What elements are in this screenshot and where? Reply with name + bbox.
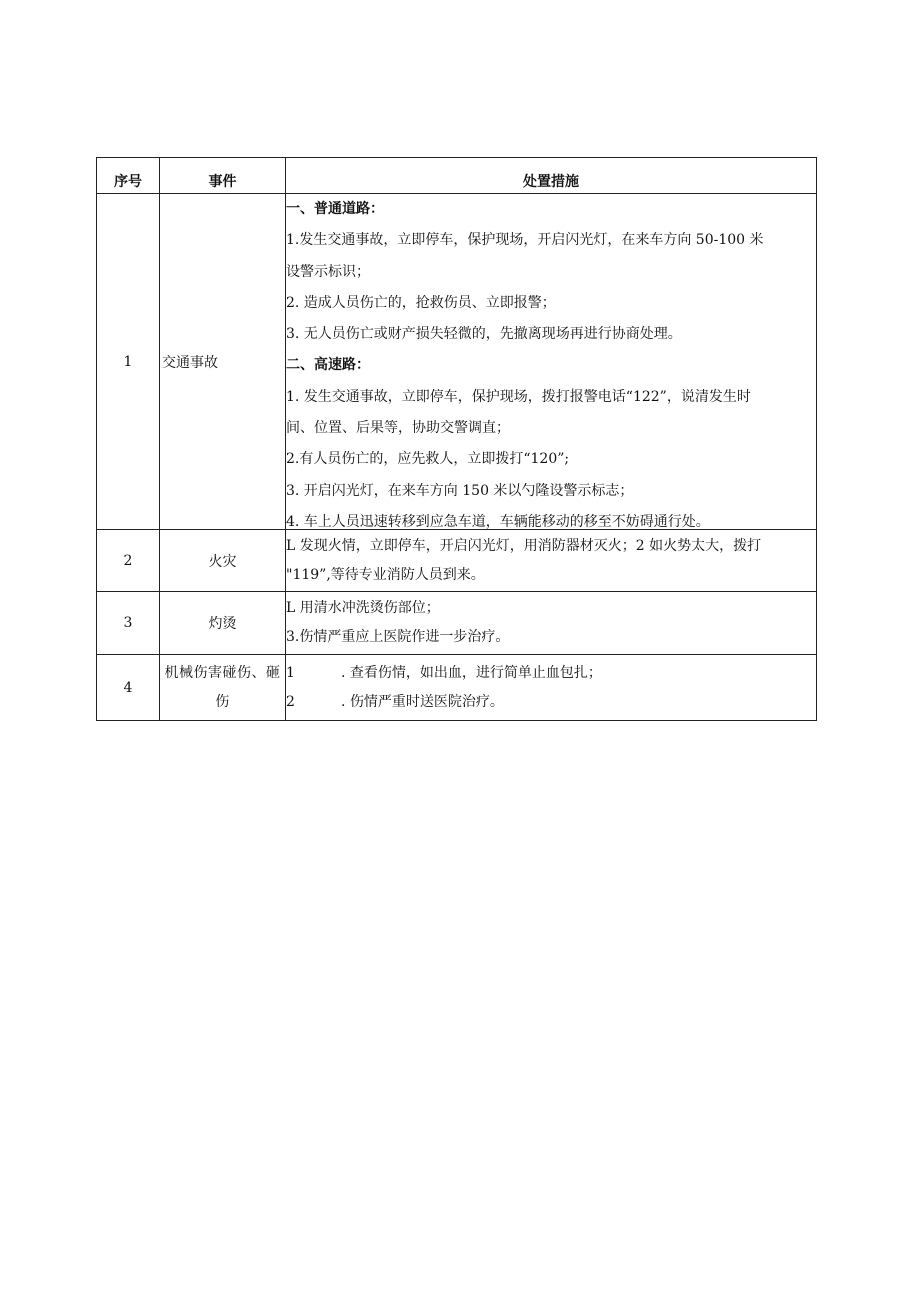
table-row (97, 592, 817, 655)
header-measures: 处置措施 (286, 158, 817, 194)
table-row (97, 530, 817, 592)
row-measures (286, 655, 817, 721)
measure-line: 设警示标识； (286, 263, 370, 280)
measure-line: 一、普通道路： (286, 201, 384, 217)
row-event: 灼烫 (160, 592, 286, 655)
table-header-row (97, 158, 817, 194)
table-row (97, 194, 817, 530)
row-measures (286, 194, 817, 530)
measure-line: 3.伤情严重应上医院作进一步治疗。 (286, 629, 510, 645)
row-seq: 3 (97, 592, 160, 655)
measure-item (286, 688, 816, 717)
header-seq: 序号 (97, 158, 160, 194)
measure-item (286, 659, 816, 688)
row-seq: 1 (97, 194, 160, 530)
row-seq: 2 (97, 530, 160, 592)
measure-item-text: . 查看伤情，如出血，进行简单止血包扎； (341, 664, 602, 681)
measure-line: 3. 开启闪光灯，在来车方向 150 米以勺隆设警示标志； (286, 482, 634, 499)
measure-line: 1. 发生交通事故，立即停车，保护现场，拨打报警电话“122”，说清发生时 (286, 388, 751, 405)
measure-item-text: . 伤情严重时送医院治疗。 (341, 693, 504, 710)
header-event: 事件 (160, 158, 286, 194)
measure-line: L 用清水冲洗烫伤部位； (286, 600, 440, 616)
measure-line: 3. 无人员伤亡或财产损失轻微的，先撤离现场再进行协商处理。 (286, 326, 682, 343)
measure-line: 2.有人员伤亡的，应先救人，立即拨打“120”; (286, 451, 570, 468)
row-event: 机械伤害碰伤、砸伤 (160, 655, 286, 721)
measure-line: "119”,等待专业消防人员到来。 (286, 566, 485, 583)
row-event: 火灾 (160, 530, 286, 592)
row-event: 交通事故 (160, 194, 286, 530)
row-seq: 4 (97, 655, 160, 721)
measure-line: 间、位置、后果等，协助交警调直； (286, 420, 510, 437)
emergency-measures-table (96, 157, 817, 721)
table-row (97, 655, 817, 721)
measure-line: 二、高速路： (286, 357, 370, 374)
row-measures (286, 530, 817, 592)
measure-item-number: 1 (286, 664, 295, 681)
measure-line: 4. 车上人员迅速转移到应急车道，车辆能移动的移至不妨碍通行处。 (286, 513, 710, 529)
measure-line: L 发现火情，立即停车，开启闪光灯，用消防器材灭火；2 如火势太大，拨打 (286, 537, 762, 554)
measure-line: 1.发生交通事故，立即停车，保护现场，开启闪光灯，在来车方向 50-100 米 (286, 232, 764, 249)
measure-line: 2. 造成人员伤亡的，抢救伤员、立即报警； (286, 294, 556, 311)
row-measures (286, 592, 817, 655)
measure-item-number: 2 (286, 693, 295, 710)
